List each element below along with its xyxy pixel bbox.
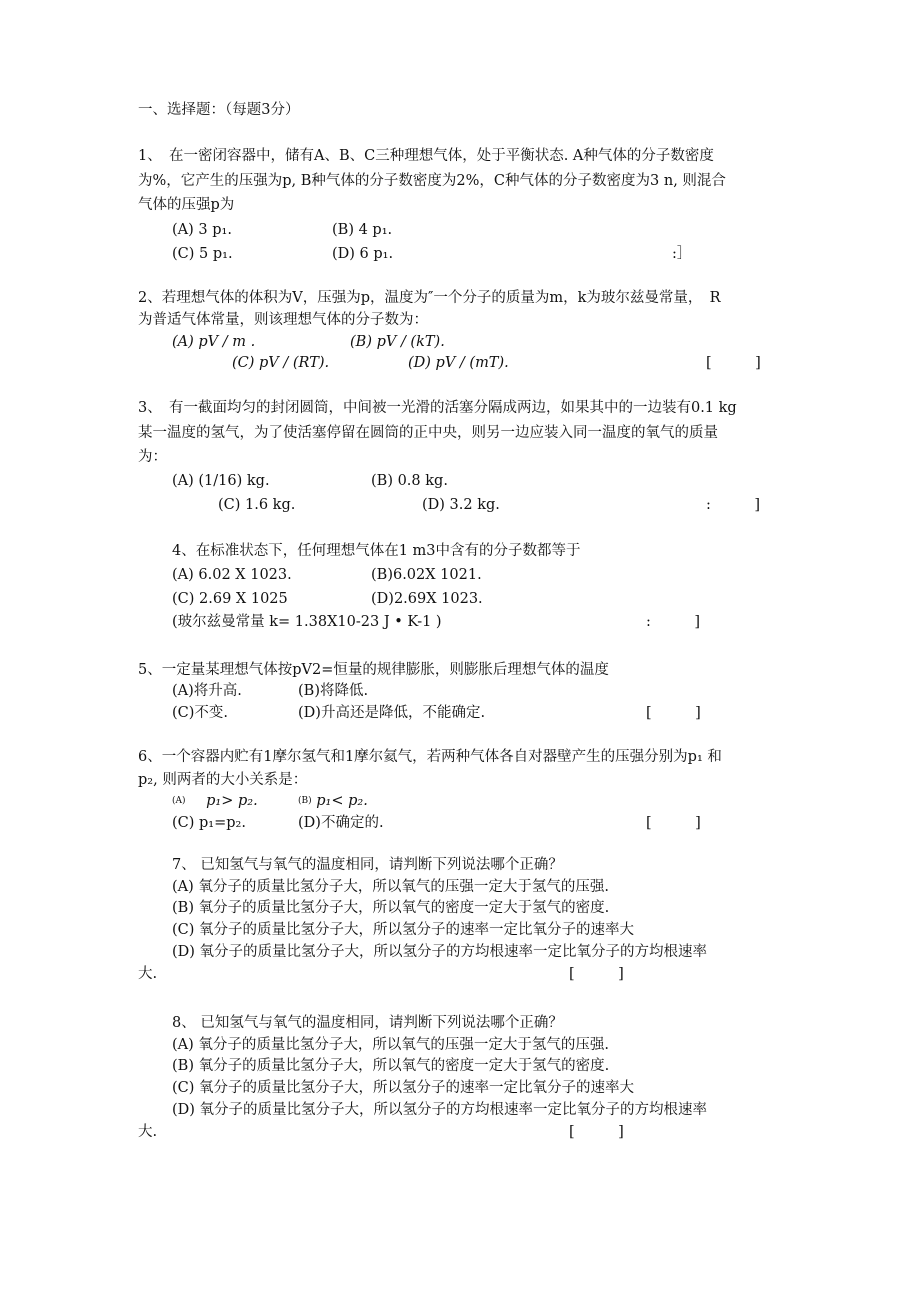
q7-option-a: (A) 氧分子的质量比氢分子大，所以氧气的压强一定大于氢气的压强. xyxy=(172,879,610,895)
q1-option-c: (C) 5 p₁. xyxy=(172,246,233,262)
section-title: 一、选择题：（每题3分） xyxy=(138,102,300,118)
q1-option-b: (B) 4 p₁. xyxy=(332,222,393,238)
q6-option-c: (C) p₁=p₂. xyxy=(172,815,246,831)
q8-option-d-cont: 大. xyxy=(138,1124,158,1140)
q2-option-b: (B) pV / (kT). xyxy=(350,334,445,350)
q3-option-d: (D) 3.2 kg. xyxy=(422,497,500,513)
q8-option-d: (D) 氧分子的质量比氢分子大，所以氢分子的方均根速率一定比氧分子的方均根速率 xyxy=(172,1102,708,1118)
q2-option-c: (C) pV / (RT). xyxy=(232,355,330,371)
q7-option-c: (C) 氧分子的质量比氢分子大，所以氢分子的速率一定比氧分子的速率大 xyxy=(172,922,635,938)
q3-option-c: (C) 1.6 kg. xyxy=(218,497,296,513)
q7-option-d-cont: 大. xyxy=(138,966,158,982)
q6-answer-bracket: [ ] xyxy=(646,815,701,831)
q4-option-d: (D)2.69X 1023. xyxy=(371,591,483,607)
q6-option-b-text: p₁< p₂. xyxy=(316,793,368,809)
q6-option-a xyxy=(172,792,258,810)
q6-stem-line1: 6、一个容器内贮有1摩尔氢气和1摩尔氦气，若两种气体各自对器壁产生的压强分别为p₁ 和 xyxy=(138,749,722,765)
q7-answer-bracket: [ ] xyxy=(569,966,624,982)
q1-option-a: (A) 3 p₁. xyxy=(172,222,232,238)
q5-option-b: (B)将降低. xyxy=(298,683,369,699)
q1-stem-line3: 气体的压强p为 xyxy=(138,197,235,213)
q4-answer-bracket: : ] xyxy=(646,614,701,630)
q5-option-c: (C)不变. xyxy=(172,705,229,721)
q4-option-c: (C) 2.69 X 1025 xyxy=(172,591,288,607)
q4-stem-line1: 4、在标准状态下，任何理想气体在1 m3中含有的分子数都等于 xyxy=(172,543,581,559)
q3-stem-line3: 为： xyxy=(138,449,167,465)
q2-stem-line2: 为普适气体常量，则该理想气体的分子数为： xyxy=(138,312,428,328)
q2-stem-line1: 2、若理想气体的体积为V，压强为p，温度为″一个分子的质量为m，k为玻尔兹曼常量， R xyxy=(138,290,721,306)
q4-option-b: (B)6.02X 1021. xyxy=(371,567,482,583)
q3-answer-bracket: : ] xyxy=(706,497,761,513)
q1-stem-line1: 1、 在一密闭容器中，储有A、B、C三种理想气体，处于平衡状态. A种气体的分子数密度 xyxy=(138,148,714,164)
q6-option-b xyxy=(298,792,368,810)
q6-option-d: (D)不确定的. xyxy=(298,815,384,831)
q6-option-a-text: p₁> p₂. xyxy=(206,793,258,809)
q1-option-d: (D) 6 p₁. xyxy=(332,246,394,262)
q4-option-a: (A) 6.02 X 1023. xyxy=(172,567,292,583)
q2-option-d: (D) pV / (mT). xyxy=(408,355,509,371)
q8-option-b: (B) 氧分子的质量比氢分子大，所以氧气的密度一定大于氢气的密度. xyxy=(172,1058,610,1074)
q8-stem-line1: 8、 已知氢气与氧气的温度相同，请判断下列说法哪个正确？ xyxy=(172,1015,563,1031)
q1-stem-line2: 为%，它产生的压强为p, B种气体的分子数密度为2%，C种气体的分子数密度为3 n, 则混合 xyxy=(138,173,726,189)
q7-stem-line1: 7、 已知氢气与氧气的温度相同，请判断下列说法哪个正确？ xyxy=(172,857,563,873)
q7-option-b: (B) 氧分子的质量比氢分子大，所以氧气的密度一定大于氢气的密度. xyxy=(172,900,610,916)
q6-option-a-tag: (A) xyxy=(172,796,186,806)
q3-stem-line2: 某一温度的氢气，为了使活塞停留在圆筒的正中央，则另一边应装入同一温度的氧气的质量 xyxy=(138,425,718,441)
q8-option-a: (A) 氧分子的质量比氢分子大，所以氧气的压强一定大于氢气的压强. xyxy=(172,1037,610,1053)
q5-option-a: (A)将升高. xyxy=(172,683,242,699)
q3-stem-line1: 3、 有一截面均匀的封闭圆筒，中间被一光滑的活塞分隔成两边，如果其中的一边装有0.1 kg xyxy=(138,400,737,416)
q1-answer-bracket: :］ xyxy=(672,246,692,262)
q7-option-d: (D) 氧分子的质量比氢分子大，所以氢分子的方均根速率一定比氧分子的方均根速率 xyxy=(172,944,708,960)
q6-stem-line2: p₂, 则两者的大小关系是： xyxy=(138,772,308,788)
q6-option-b-tag: (B) xyxy=(298,796,312,806)
q8-option-c: (C) 氧分子的质量比氢分子大，所以氢分子的速率一定比氧分子的速率大 xyxy=(172,1080,635,1096)
q3-option-b: (B) 0.8 kg. xyxy=(371,473,448,489)
q5-stem-line1: 5、一定量某理想气体按pV2=恒量的规律膨胀，则膨胀后理想气体的温度 xyxy=(138,662,609,678)
q2-answer-bracket: [ ] xyxy=(706,355,761,371)
q2-option-a: (A) pV / m . xyxy=(172,334,256,350)
q5-answer-bracket: [ ] xyxy=(646,705,701,721)
q4-boltzmann-note: (玻尔兹曼常量 k= 1.38X10-23 J • K-1 ) xyxy=(172,614,442,630)
q5-option-d: (D)升高还是降低，不能确定. xyxy=(298,705,486,721)
q3-option-a: (A) (1/16) kg. xyxy=(172,473,270,489)
q8-answer-bracket: [ ] xyxy=(569,1124,624,1140)
